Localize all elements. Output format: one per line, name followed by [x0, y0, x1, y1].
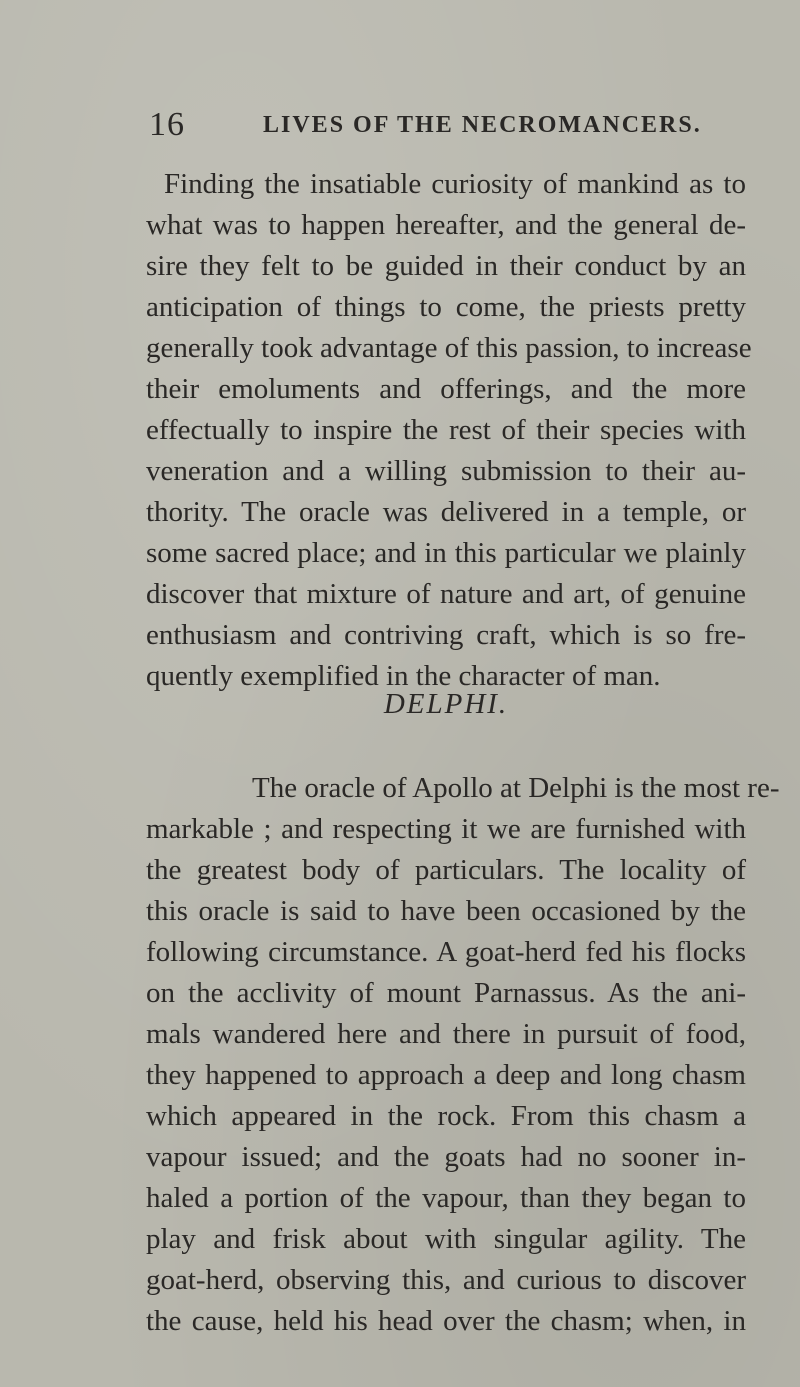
running-head: [149, 106, 769, 146]
text-line: discover that mixture of nature and art, of genuine: [146, 578, 746, 610]
text-line: veneration and a willing submission to their au-: [146, 455, 746, 487]
text-line: effectually to inspire the rest of their species with: [146, 414, 746, 446]
text-line: play and frisk about with singular agility. The: [146, 1223, 746, 1255]
text-line: vapour issued; and the goats had no sooner in-: [146, 1141, 746, 1173]
text-line: what was to happen hereafter, and the general de-: [146, 209, 746, 241]
text-line: this oracle is said to have been occasioned by the: [146, 895, 746, 927]
text-line: The oracle of Apollo at Delphi is the most re-: [252, 772, 780, 804]
text-line: goat-herd, observing this, and curious to discover: [146, 1264, 746, 1296]
text-line: on the acclivity of mount Parnassus. As the ani-: [146, 977, 746, 1009]
paragraph-2: [146, 768, 780, 1342]
page-number: 16: [149, 106, 185, 143]
text-line: their emoluments and offerings, and the more: [146, 373, 746, 405]
text-line: mals wandered here and there in pursuit of food,: [146, 1018, 746, 1050]
text-line: the cause, held his head over the chasm; when, in: [146, 1305, 746, 1337]
text-line: quently exemplified in the character of man.: [146, 660, 661, 692]
text-line: anticipation of things to come, the priests pretty: [146, 291, 746, 323]
text-line: following circumstance. A goat-herd fed his flocks: [146, 936, 746, 968]
text-line: haled a portion of the vapour, than they began to: [146, 1182, 746, 1214]
text-line: generally took advantage of this passion, to increase: [146, 332, 752, 364]
text-line: the greatest body of particulars. The locality of: [146, 854, 746, 886]
text-line: they happened to approach a deep and long chasm: [146, 1059, 746, 1091]
paragraph-1: [146, 164, 752, 697]
section-heading: DELPHI.: [383, 688, 509, 720]
running-title: LIVES OF THE NECROMANCERS.: [263, 112, 702, 138]
text-line: some sacred place; and in this particular we plainly: [146, 537, 746, 569]
text-line: thority. The oracle was delivered in a temple, or: [146, 496, 746, 528]
text-line: enthusiasm and contriving craft, which is so fre-: [146, 619, 746, 651]
text-line: which appeared in the rock. From this chasm a: [146, 1100, 746, 1132]
text-line: markable ; and respecting it we are furnished with: [146, 813, 746, 845]
text-line: Finding the insatiable curiosity of mankind as to: [164, 168, 746, 200]
text-line: sire they felt to be guided in their conduct by an: [146, 250, 746, 282]
